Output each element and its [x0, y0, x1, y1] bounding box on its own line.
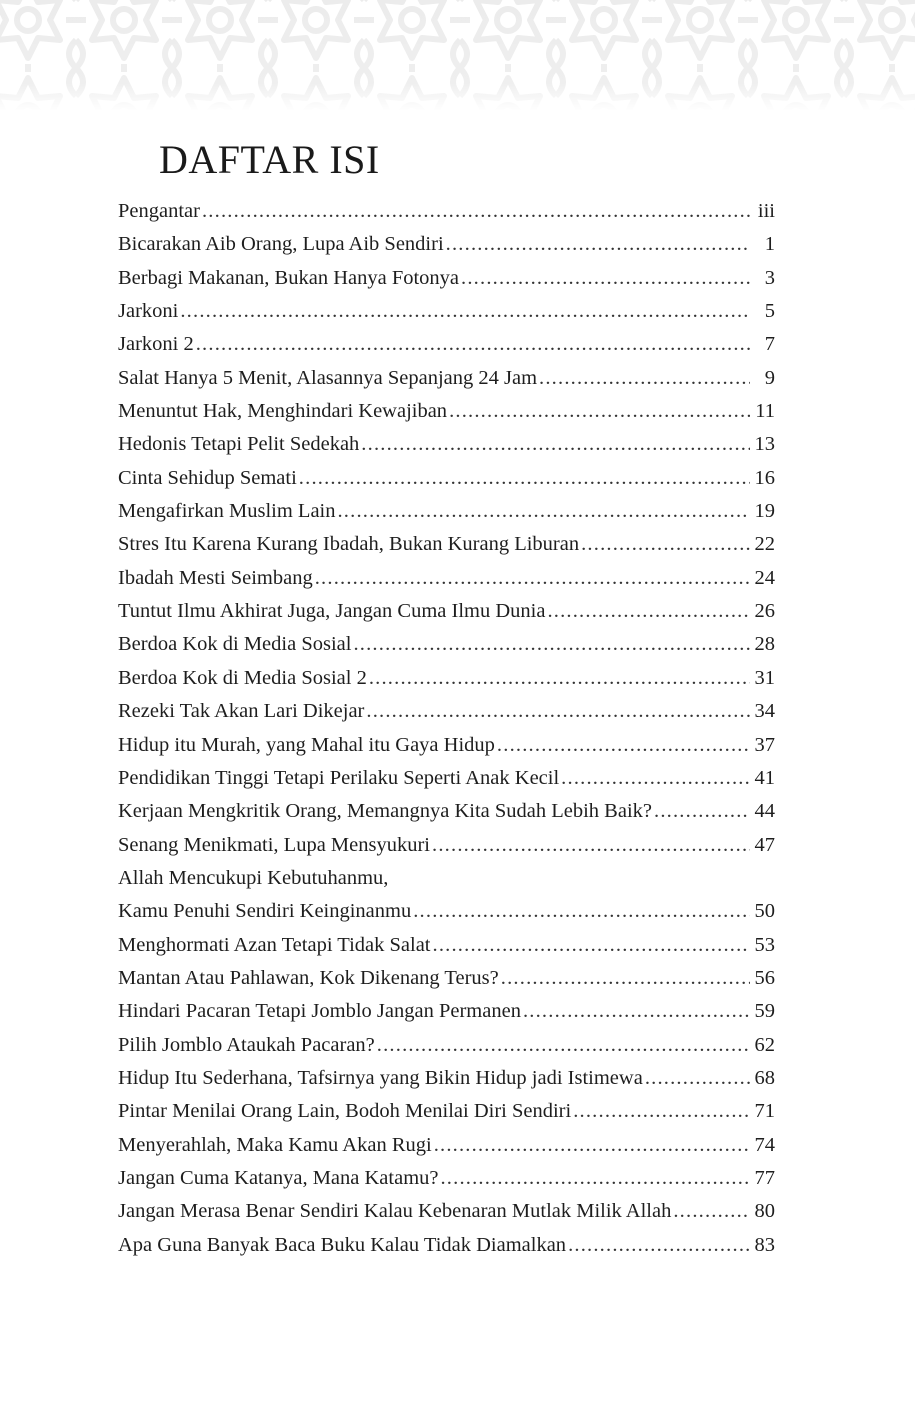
toc-entry-page-number: 11: [755, 400, 775, 423]
toc-dot-leader: [369, 662, 750, 695]
toc-entry-title: Ibadah Mesti Seimbang: [118, 566, 313, 589]
toc-dot-leader: [446, 228, 750, 261]
toc-dot-leader: [432, 829, 750, 862]
toc-entry-page-number: 62: [754, 1033, 775, 1056]
toc-dot-leader: [568, 1229, 750, 1262]
toc-entry-title: Stres Itu Karena Kurang Ibadah, Bukan Kurang Liburan: [118, 533, 580, 556]
toc-dot-leader: [202, 195, 750, 228]
toc-dot-leader: [434, 1129, 750, 1162]
toc-entry-title: Menghormati Azan Tetapi Tidak Salat: [118, 933, 431, 956]
toc-entry[interactable]: [118, 295, 775, 328]
toc-entry-title: Mengafirkan Muslim Lain: [118, 500, 336, 523]
toc-entry-page-number: 83: [754, 1233, 775, 1256]
toc-entry-title: Allah Mencukupi Kebutuhanmu,: [118, 866, 389, 889]
toc-dot-leader: [539, 362, 750, 395]
toc-entry-title: Jangan Merasa Benar Sendiri Kalau Kebenaran Mutlak Milik Allah: [118, 1200, 672, 1223]
toc-entry[interactable]: [118, 362, 775, 395]
toc-entry[interactable]: [118, 962, 775, 995]
toc-dot-leader: [366, 695, 750, 728]
toc-dot-leader: [581, 528, 750, 561]
toc-entry[interactable]: [118, 428, 775, 461]
toc-entry-page-number: 77: [754, 1166, 775, 1189]
toc-entry[interactable]: [118, 995, 775, 1028]
toc-dot-leader: [180, 295, 750, 328]
toc-entry-title: Kamu Penuhi Sendiri Keinginanmu: [118, 900, 412, 923]
toc-entry-title: Cinta Sehidup Semati: [118, 466, 297, 489]
toc-entry-title: Pendidikan Tinggi Tetapi Perilaku Seperti Anak Kecil: [118, 766, 560, 789]
toc-entry-page-number: 37: [754, 733, 775, 756]
toc-entry-title: Kerjaan Mengkritik Orang, Memangnya Kita Sudah Lebih Baik?: [118, 800, 652, 823]
toc-dot-leader: [654, 795, 750, 828]
toc-entry-title: Rezeki Tak Akan Lari Dikejar: [118, 700, 365, 723]
toc-entry[interactable]: [118, 628, 775, 661]
toc-entry-title: Berbagi Makanan, Bukan Hanya Fotonya: [118, 266, 460, 289]
toc-entry[interactable]: [118, 929, 775, 962]
toc-entry-page-number: 1: [764, 233, 775, 256]
toc-entry-page-number: 26: [754, 600, 775, 623]
toc-entry[interactable]: [118, 662, 775, 695]
toc-entry-title: Pintar Menilai Orang Lain, Bodoh Menilai Diri Sendiri: [118, 1100, 572, 1123]
toc-entry-page-number: 13: [754, 433, 775, 456]
toc-entry-page-number: 56: [754, 966, 775, 989]
toc-entry-page-number: 68: [754, 1066, 775, 1089]
toc-entry-page-number: 59: [754, 1000, 775, 1023]
toc-entry-page-number: 44: [754, 800, 775, 823]
toc-entry-page-number: 24: [754, 566, 775, 589]
toc-dot-leader: [196, 328, 750, 361]
toc-dot-leader: [299, 462, 750, 495]
toc-entry[interactable]: [118, 1129, 775, 1162]
toc-entry-page-number: 7: [764, 333, 775, 356]
toc-entry[interactable]: [118, 1229, 775, 1262]
toc-entry[interactable]: [118, 262, 775, 295]
toc-dot-leader: [449, 395, 750, 428]
toc-entry-title: Berdoa Kok di Media Sosial 2: [118, 666, 367, 689]
toc-dot-leader: [353, 628, 750, 661]
toc-entry-title: Hindari Pacaran Tetapi Jomblo Jangan Permanen: [118, 1000, 521, 1023]
toc-entry[interactable]: [118, 528, 775, 561]
toc-dot-leader: [497, 729, 750, 762]
toc-entry-page-number: iii: [757, 200, 775, 222]
table-of-contents: [118, 195, 775, 1262]
toc-entry-title: Jarkoni 2: [118, 333, 194, 356]
toc-dot-leader: [337, 495, 750, 528]
toc-entry-page-number: 22: [754, 533, 775, 556]
toc-entry-page-number: 3: [764, 266, 775, 289]
toc-entry-page-number: 53: [754, 933, 775, 956]
toc-entry[interactable]: [118, 895, 775, 928]
toc-entry[interactable]: [118, 195, 775, 228]
toc-entry[interactable]: [118, 1029, 775, 1062]
toc-entry-page-number: 50: [754, 900, 775, 923]
toc-entry-title: Pengantar: [118, 200, 200, 222]
toc-dot-leader: [361, 428, 750, 461]
arabesque-pattern-icon: [0, 0, 915, 110]
toc-dot-leader: [315, 562, 750, 595]
toc-entry-title: Apa Guna Banyak Baca Buku Kalau Tidak Diamalkan: [118, 1233, 567, 1256]
toc-dot-leader: [440, 1162, 750, 1195]
toc-dot-leader: [547, 595, 750, 628]
toc-entry[interactable]: [118, 495, 775, 528]
toc-dot-leader: [433, 929, 751, 962]
toc-entry-title: Hidup Itu Sederhana, Tafsirnya yang Bikin Hidup jadi Istimewa: [118, 1066, 643, 1089]
toc-entry-title: Berdoa Kok di Media Sosial: [118, 633, 352, 656]
toc-entry-title: Jangan Cuma Katanya, Mana Katamu?: [118, 1166, 439, 1189]
toc-dot-leader: [461, 262, 750, 295]
toc-entry-page-number: 41: [754, 766, 775, 789]
toc-entry-title: Hedonis Tetapi Pelit Sedekah: [118, 433, 360, 456]
toc-entry-title: Tuntut Ilmu Akhirat Juga, Jangan Cuma Ilmu Dunia: [118, 600, 546, 623]
toc-entry[interactable]: [118, 1162, 775, 1195]
toc-dot-leader: [413, 895, 750, 928]
toc-entry-page-number: 80: [754, 1200, 775, 1223]
toc-entry[interactable]: [118, 695, 775, 728]
toc-entry-title: Senang Menikmati, Lupa Mensyukuri: [118, 833, 431, 856]
toc-entry-title: Hidup itu Murah, yang Mahal itu Gaya Hidup: [118, 733, 495, 756]
toc-entry-title: Menyerahlah, Maka Kamu Akan Rugi: [118, 1133, 432, 1156]
toc-entry[interactable]: [118, 1062, 775, 1095]
toc-entry-page-number: 5: [764, 300, 775, 323]
toc-entry[interactable]: [118, 462, 775, 495]
toc-entry[interactable]: [118, 1195, 775, 1228]
toc-entry-page-number: 34: [754, 700, 775, 723]
toc-entry-page-number: 16: [754, 466, 775, 489]
toc-entry[interactable]: [118, 762, 775, 795]
toc-entry-title: Menuntut Hak, Menghindari Kewajiban: [118, 400, 448, 423]
toc-entry-page-number: 74: [754, 1133, 775, 1156]
toc-entry-page-number: 47: [754, 833, 775, 856]
toc-entry-title: Mantan Atau Pahlawan, Kok Dikenang Terus?: [118, 966, 499, 989]
toc-entry-page-number: 31: [754, 666, 775, 689]
toc-entry[interactable]: [118, 729, 775, 762]
toc-dot-leader: [377, 1029, 750, 1062]
toc-entry[interactable]: [118, 829, 775, 862]
toc-entry[interactable]: [118, 795, 775, 828]
toc-entry-title: Salat Hanya 5 Menit, Alasannya Sepanjang 24 Jam: [118, 366, 538, 389]
toc-entry[interactable]: [118, 1095, 775, 1128]
toc-entry[interactable]: [118, 562, 775, 595]
decorative-ornament-band: [0, 0, 915, 110]
toc-entry[interactable]: [118, 395, 775, 428]
toc-entry-page-number: 19: [754, 500, 775, 523]
page-title: DAFTAR ISI: [159, 137, 380, 182]
toc-dot-leader: [573, 1095, 750, 1128]
toc-dot-leader: [645, 1062, 750, 1095]
toc-entry-page-number: 71: [754, 1100, 775, 1123]
toc-dot-leader: [561, 762, 750, 795]
toc-entry-title: Bicarakan Aib Orang, Lupa Aib Sendiri: [118, 233, 444, 256]
toc-entry-title: Pilih Jomblo Ataukah Pacaran?: [118, 1033, 375, 1056]
toc-entry-title: Jarkoni: [118, 300, 179, 323]
toc-entry-page-number: 28: [754, 633, 775, 656]
toc-entry[interactable]: [118, 328, 775, 361]
toc-entry[interactable]: [118, 228, 775, 261]
toc-dot-leader: [501, 962, 750, 995]
toc-dot-leader: [523, 995, 750, 1028]
toc-entry-page-number: 9: [764, 366, 775, 389]
toc-dot-leader: [673, 1195, 750, 1228]
toc-entry[interactable]: [118, 862, 775, 895]
toc-entry[interactable]: [118, 595, 775, 628]
